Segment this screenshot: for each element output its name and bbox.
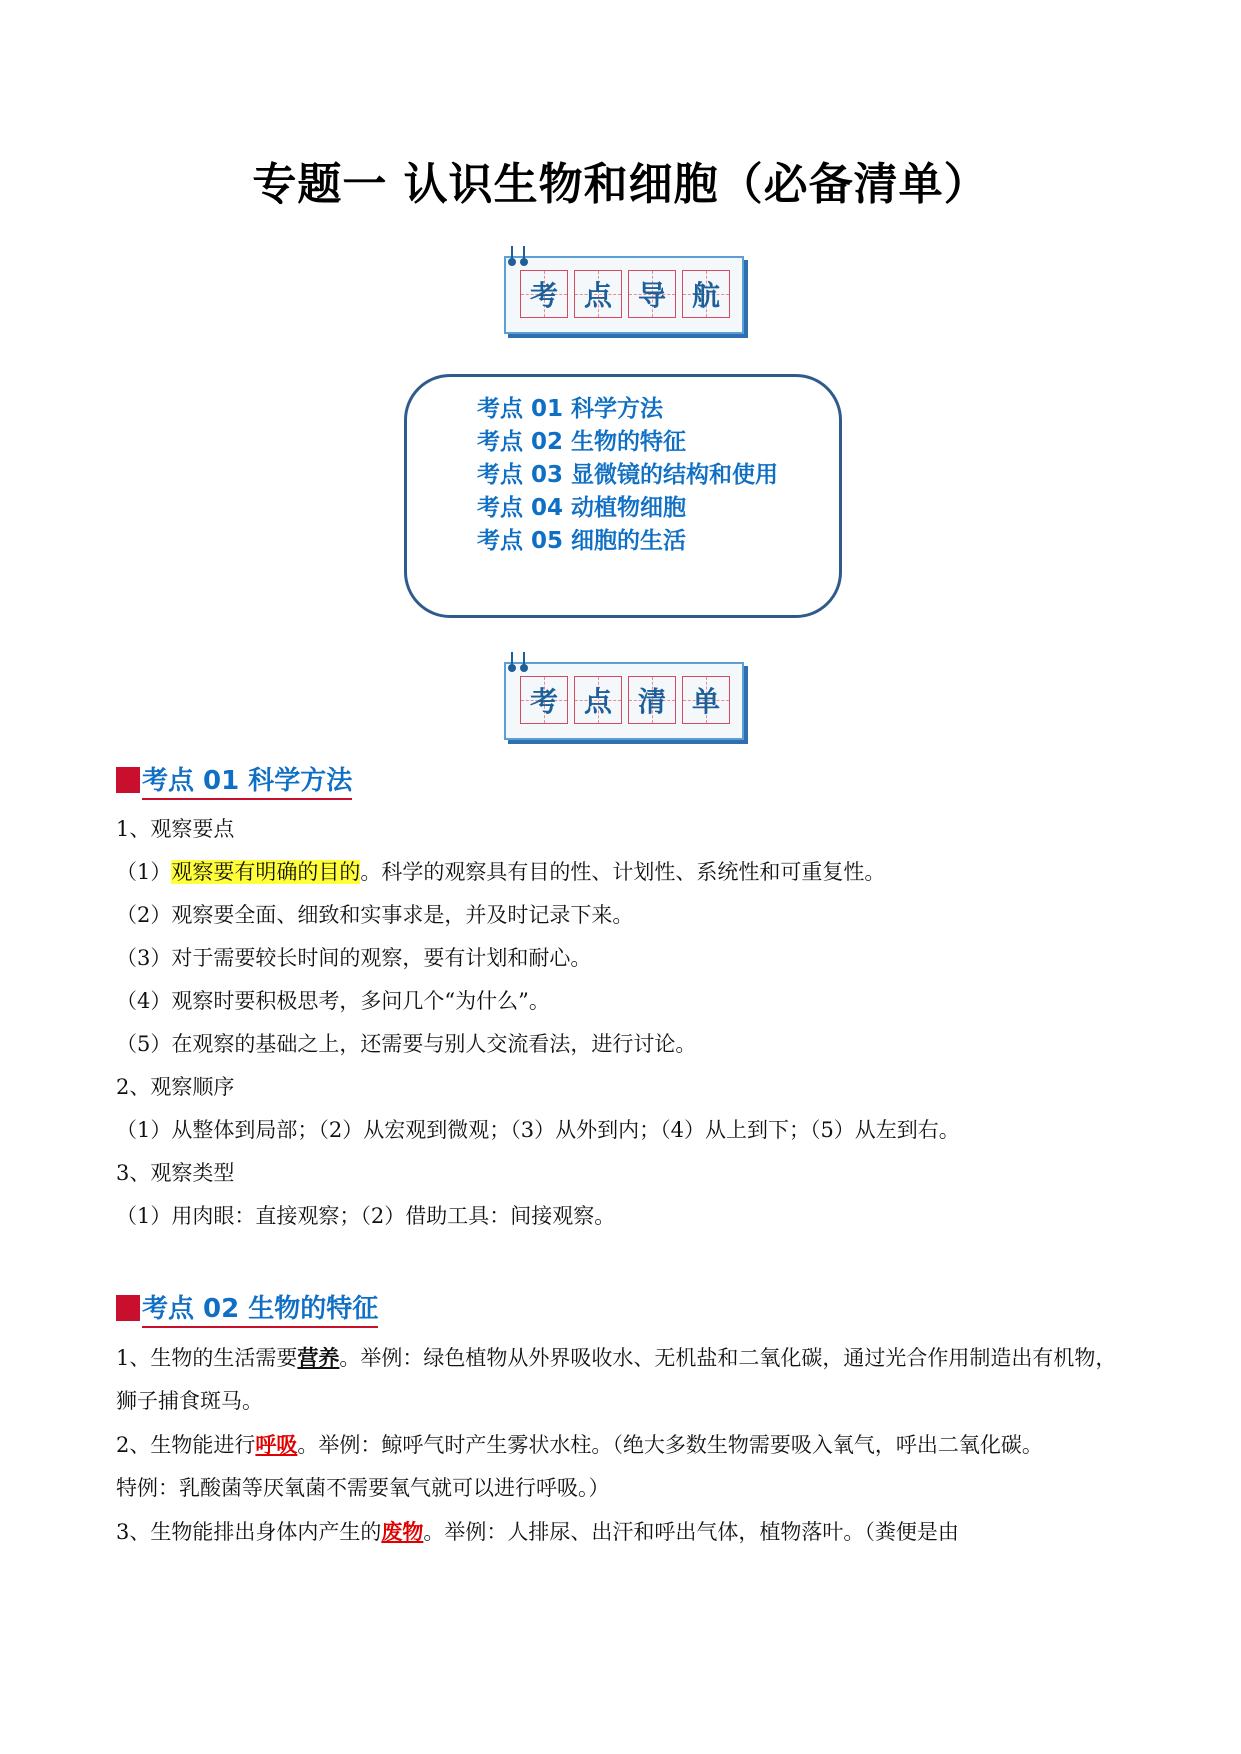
list-banner <box>498 652 748 744</box>
topic-item: 考点 04 动植物细胞 <box>477 495 687 521</box>
text-line: 1、生物的生活需要营养。举例：绿色植物从外界吸收水、无机盐和二氧化碳，通过光合作用制造出有机物，狮子捕食斑马。 <box>116 1345 1117 1413</box>
page-title: 专题一 认识生物和细胞（必备清单） <box>252 159 989 210</box>
red-square-icon <box>116 767 140 793</box>
text-line: 3、生物能排出身体内产生的废物。举例：人排尿、出汗和呼出气体，植物落叶。（粪便是由 <box>116 1519 959 1544</box>
key-term: 废物 <box>381 1519 424 1544</box>
text-line: 1、观察要点 <box>116 817 235 841</box>
key-term: 呼吸 <box>255 1432 298 1457</box>
banner-char: 清 <box>628 676 676 724</box>
topic-list <box>477 393 778 558</box>
topic-item: 考点 01 科学方法 <box>477 396 664 422</box>
topic-item: 考点 02 生物的特征 <box>477 429 687 455</box>
text-line: 3、观察类型 <box>116 1161 235 1185</box>
text-line: （3）对于需要较长时间的观察，要有计划和耐心。 <box>116 946 592 970</box>
banner-char: 点 <box>574 676 622 724</box>
text-line: （1）用肉眼：直接观察；（2）借助工具：间接观察。 <box>116 1204 616 1228</box>
banner-char: 考 <box>520 676 568 724</box>
text-line: （5）在观察的基础之上，还需要与别人交流看法，进行讨论。 <box>116 1032 697 1056</box>
text-line: 2、观察顺序 <box>116 1075 235 1099</box>
topic-nav-box <box>404 374 842 618</box>
text-line: （1）从整体到局部；（2）从宏观到微观；（3）从外到内；（4）从上到下；（5）从左到右。 <box>116 1118 960 1142</box>
banner-char: 考 <box>520 270 568 318</box>
topic-item: 考点 03 显微镜的结构和使用 <box>477 462 779 488</box>
text-line: 2、生物能进行呼吸。举例：鲸呼气时产生雾状水柱。（绝大多数生物需要吸入氧气，呼出二氧化碳。 <box>116 1432 1043 1457</box>
section1-body <box>116 808 1126 1238</box>
text-line: 特例：乳酸菌等厌氧菌不需要氧气就可以进行呼吸。） <box>116 1476 610 1500</box>
key-term: 营养 <box>297 1345 340 1370</box>
topic-item: 考点 05 细胞的生活 <box>477 528 687 554</box>
highlight-text: 观察要有明确的目的 <box>171 860 361 884</box>
banner-char: 单 <box>682 676 730 724</box>
banner-char: 导 <box>628 270 676 318</box>
red-square-icon <box>116 1295 140 1321</box>
text-line: （2）观察要全面、细致和实事求是，并及时记录下来。 <box>116 903 634 927</box>
section-heading: 考点 01 科学方法 <box>116 760 352 800</box>
section2-body <box>116 1336 1126 1554</box>
banner-char: 航 <box>682 270 730 318</box>
text-line: （4）观察时要积极思考，多问几个“为什么”。 <box>116 989 550 1013</box>
section-heading: 考点 02 生物的特征 <box>116 1288 378 1328</box>
text-line: （1）观察要有明确的目的。科学的观察具有目的性、计划性、系统性和可重复性。 <box>116 860 886 884</box>
banner-char: 点 <box>574 270 622 318</box>
nav-banner <box>498 246 748 338</box>
